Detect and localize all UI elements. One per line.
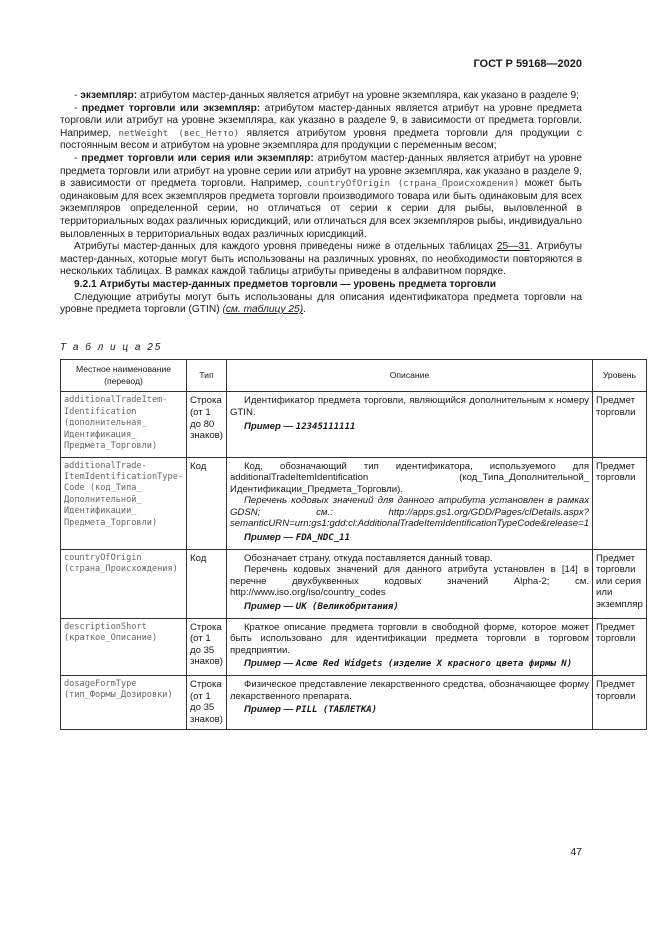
column-header: Уровень xyxy=(593,360,647,392)
term-item-or-instance: предмет торговли или экземпляр: xyxy=(81,102,261,114)
attribute-description: Обозначает страну, откуда поставляется данный товар. Перечень кодовых значений для данного атрибута установлен в [14] в перечне двухбуквенных кодовых значений Alpha-2; см. http://www.iso.org/iso/country_codes Пример — UK (Великобритания) xyxy=(226,549,592,618)
term-item-lot-instance: предмет торговли или серия или экземпляр: xyxy=(81,152,314,164)
section-heading: 9.2.1 Атрибуты мастер-данных предметов торговли — уровень предмета торговли xyxy=(74,278,496,290)
attribute-level: Предмет торговли или серия или экземпляр xyxy=(593,549,647,618)
attribute-type: Код xyxy=(186,457,226,549)
attribute-level: Предмет торговли xyxy=(593,618,647,675)
attribute-example: Пример — 12345111111 xyxy=(243,420,356,432)
paragraph-item-lot-instance: - предмет торговли или серия или экземпляр: атрибутом мастер-данных является атрибут на уровне предмета торговли или атрибут на уровне серии или атрибут на уровне экземпляра, как указано в разделе 9, в зависимости от предмета торговли. Например, countryOfOrigin (страна_Происхождения) может быть одинаковым для всех экземпляров предмета торговли производимого товара или быть одинаковым для всех экземпляров определенной серии, но отличаться от серии к серии для рыбы, выловленной в территориальных водах различных юрисдикций, или отличаться для всех экземпляров рыбы, индивидуально выловленных в территориальных водах различных юрисдикций. xyxy=(60,152,583,240)
attribute-type: Строка (от 1 до 35 знаков) xyxy=(186,618,226,675)
attribute-type: Код xyxy=(186,549,226,618)
paragraph-tables: Атрибуты мастер-данных для каждого уровня приведены ниже в отдельных таблицах 25—31. Атрибуты мастер-данных, которые могут быть использованы на различных уровнях, по необходимости повторяются в нескольких таблицах. В рамках каждой таблицы атрибуты приведены в алфавитном порядке. xyxy=(60,241,582,278)
attribute-description: Краткое описание предмета торговли в свободной форме, которое может быть использовано для идентификации предмета торговли в торговом предприятии. Пример — Acme Red Widgets (изделие X красного цвета фирмы N) xyxy=(226,618,592,675)
term-instance: экземпляр: xyxy=(80,90,138,101)
attribute-description: Код, обозначающий тип идентификатора, используемого для additionalTradeItemIdentification (код_Типа_Дополнительной_ Идентификации_Предмета_Торговли). Перечень кодовых значений для данного атрибута установлен в рамках GDSN; см.: http://apps.gs1.org/GDD/Pages/clDetails.aspx?semanticURN=urn:gs1:gdd:cl:AdditionalTradeItemIdentificationTypeCode&release=1 Пример — FDA_NDC_11 xyxy=(226,457,592,549)
column-header: Тип xyxy=(186,360,226,392)
column-header: Описание xyxy=(226,360,592,392)
attributes-table xyxy=(60,359,647,730)
column-header: Местное наименование (перевод) xyxy=(61,360,187,392)
page-number: 47 xyxy=(570,846,582,858)
attribute-level: Предмет торговли xyxy=(593,676,647,730)
attribute-level: Предмет торговли xyxy=(593,392,647,457)
table-caption: Т а б л и ц а 25 xyxy=(60,341,163,353)
attribute-name: dosageFormType (тип_Формы_Дозировки) xyxy=(61,676,187,730)
table-row xyxy=(61,549,647,618)
attribute-example: Пример — PILL (ТАБЛЕТКА) xyxy=(243,704,378,716)
attribute-name: countryOfOrigin (страна_Происхождения) xyxy=(61,549,187,618)
attribute-name: additionalTrade-ItemIdentificationType-Code (код_Типа_ Дополнительной_ Идентификации_ Предмета_Торговли) xyxy=(61,457,187,549)
attribute-name: additionalTradeItem-Identification (дополнительная_ Идентификация_ Предмета_Торговли) xyxy=(61,392,187,457)
link-table-25[interactable]: (см. таблицу 25) xyxy=(222,304,304,316)
table-header-row xyxy=(61,360,647,392)
page-content xyxy=(60,90,643,730)
document-id: ГОСТ Р 59168—2020 xyxy=(473,58,582,70)
table-row xyxy=(61,392,647,457)
attribute-description: Физическое представление лекарственного средства, обозначающее форму лекарственного препарата. Пример — PILL (ТАБЛЕТКА) xyxy=(226,676,592,730)
table-row xyxy=(61,457,647,549)
paragraph-item-or-instance: - предмет торговли или экземпляр: атрибутом мастер-данных является атрибут на уровне предмета торговли или атрибут на уровне экземпляра, как указано в разделе 9, в зависимости от предмета торговли. Например, netWeight (вес_Нетто) является атрибутом уровня предмета торговли для продукции с постоянным весом и атрибутом на уровне экземпляра для продукции с переменным весом; xyxy=(60,102,582,152)
attribute-name: descriptionShort (краткое_Описание) xyxy=(61,618,187,675)
paragraph-instance: - экземпляр: атрибутом мастер-данных является атрибут на уровне экземпляра, как указано в разделе 9; xyxy=(74,90,579,101)
attribute-example: Пример — FDA_NDC_11 xyxy=(243,532,350,544)
attribute-level: Предмет торговли xyxy=(593,457,647,549)
attribute-type: Строка (от 1 до 35 знаков) xyxy=(186,676,226,730)
attribute-example: Пример — UK (Великобритания) xyxy=(243,601,399,613)
table-row xyxy=(61,618,647,675)
attribute-description: Идентификатор предмета торговли, являющийся дополнительным к номеру GTIN. Пример — 12345111111 xyxy=(226,392,592,457)
code-country-of-origin: countryOfOrigin (страна_Происхождения) xyxy=(307,178,520,190)
attribute-type: Строка (от 1 до 80 знаков) xyxy=(186,392,226,457)
attribute-example: Пример — Acme Red Widgets (изделие X красного цвета фирмы N) xyxy=(243,658,573,670)
code-net-weight: netWeight (вес_Нетто) xyxy=(118,127,240,139)
paragraph-gtin: Следующие атрибуты могут быть использованы для описания идентификатора предмета торговли на уровне предмета торговли (GTIN) (см. таблицу 25). xyxy=(60,291,582,316)
link-tables-25-31[interactable]: 25—31 xyxy=(496,241,530,253)
table-row xyxy=(61,676,647,730)
